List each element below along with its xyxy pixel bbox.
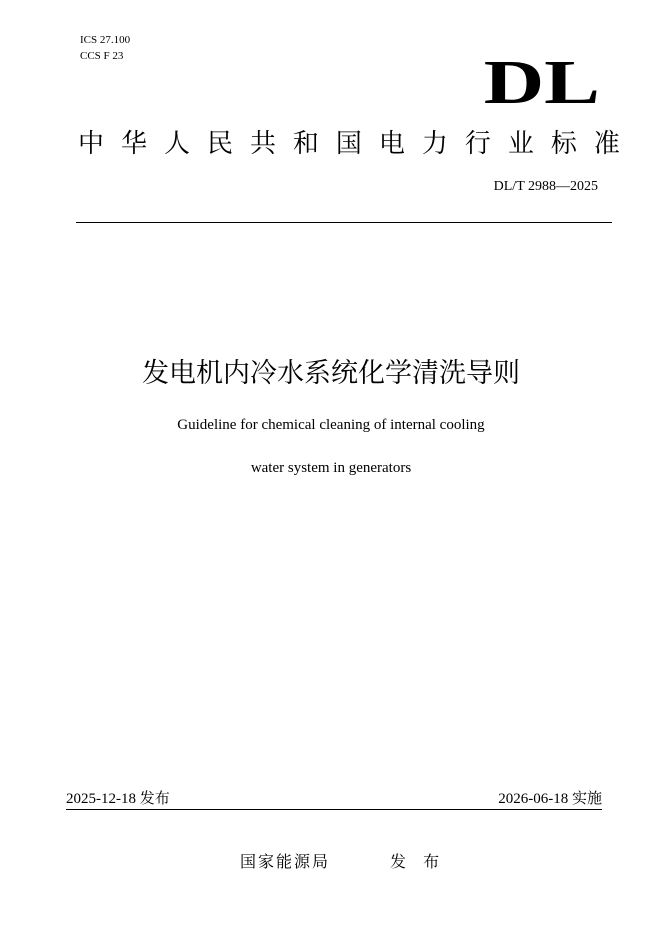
org-char: 业 bbox=[507, 129, 534, 159]
org-char: 准 bbox=[593, 129, 620, 159]
ics-code: ICS 27.100 bbox=[80, 34, 131, 46]
org-char: 人 bbox=[163, 129, 190, 159]
document-title-english-line2: water system in generators bbox=[250, 460, 412, 476]
standard-number: DL/T 2988—2025 bbox=[493, 179, 598, 194]
org-char: 民 bbox=[206, 129, 233, 159]
header-divider bbox=[76, 222, 612, 223]
org-char: 共 bbox=[249, 129, 276, 159]
org-char: 华 bbox=[120, 129, 147, 159]
org-char: 力 bbox=[421, 129, 448, 159]
issue-date: 2025-12-18 发布 bbox=[66, 791, 170, 807]
org-char: 中 bbox=[78, 129, 105, 159]
publisher-name: 国家能源局 bbox=[240, 852, 331, 871]
publish-label: 发 布 bbox=[390, 852, 446, 871]
implementation-date: 2026-06-18 实施 bbox=[498, 791, 602, 807]
org-char: 标 bbox=[550, 129, 577, 159]
org-char: 国 bbox=[335, 129, 362, 159]
org-char: 行 bbox=[464, 129, 491, 159]
org-char: 和 bbox=[292, 129, 319, 159]
footer-divider bbox=[66, 809, 602, 810]
document-title-chinese: 发电机内冷水系统化学清洗导则 bbox=[142, 358, 520, 389]
issuing-organization-title bbox=[78, 128, 620, 160]
org-char: 电 bbox=[378, 129, 405, 159]
document-title-english-line1: Guideline for chemical cleaning of internal cooling bbox=[177, 417, 485, 433]
dl-logo: DL bbox=[483, 49, 600, 117]
ccs-code: CCS F 23 bbox=[80, 50, 124, 62]
